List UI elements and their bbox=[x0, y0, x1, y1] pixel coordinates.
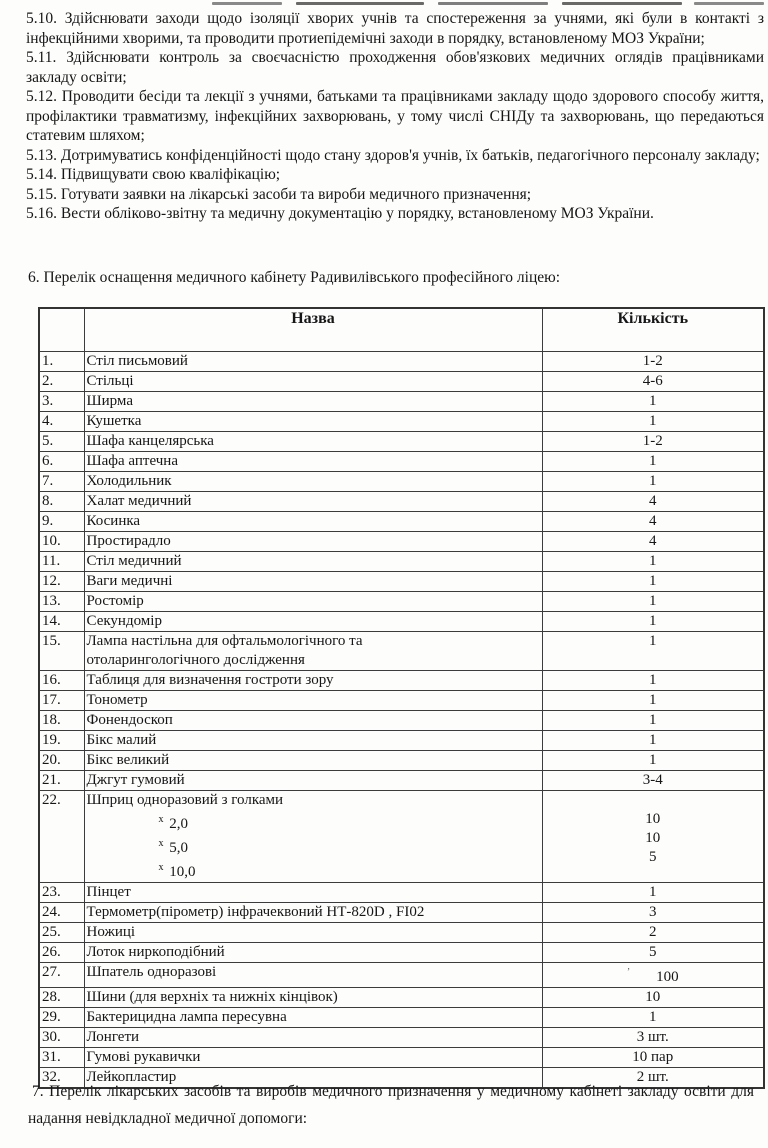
row-number: 11. bbox=[39, 552, 84, 572]
paragraph-5-13: 5.13. Дотримуватись конфіденційності щодо стану здоров'я учнів, їх батьків, педагогічного персоналу закладу; bbox=[26, 146, 760, 164]
item-quantity: 1 bbox=[542, 1008, 764, 1028]
table-row bbox=[39, 1048, 764, 1068]
item-name: Бікс великий bbox=[84, 751, 542, 771]
item-name: Ножиці bbox=[84, 923, 542, 943]
header-number-cell bbox=[39, 308, 84, 352]
duties-paragraph-block bbox=[26, 9, 764, 224]
scan-artifact-line bbox=[694, 2, 764, 5]
item-quantity: 1 bbox=[542, 552, 764, 572]
table-row bbox=[39, 412, 764, 432]
scan-artifact-mark: ’ bbox=[626, 967, 631, 978]
table-row bbox=[39, 1008, 764, 1028]
table-row bbox=[39, 903, 764, 923]
row-number: 32. bbox=[39, 1068, 84, 1089]
item-quantity: 1 bbox=[542, 751, 764, 771]
row-number: 23. bbox=[39, 883, 84, 903]
paragraph-5-11: 5.11. Здійснювати контроль за своєчасністю проходження обов'язкових медичних оглядів працівниками закладу освіти; bbox=[26, 49, 764, 86]
item-quantity: 2 шт. bbox=[542, 1068, 764, 1089]
item-name: Кушетка bbox=[84, 412, 542, 432]
item-quantity: 5 bbox=[542, 943, 764, 963]
table-row bbox=[39, 452, 764, 472]
row-number: 5. bbox=[39, 432, 84, 452]
table-row bbox=[39, 612, 764, 632]
table-row bbox=[39, 751, 764, 771]
item-name: Секундомір bbox=[84, 612, 542, 632]
item-quantity: ’ 100 bbox=[542, 963, 764, 988]
table-row bbox=[39, 432, 764, 452]
item-name: Фонендоскоп bbox=[84, 711, 542, 731]
row-number: 14. bbox=[39, 612, 84, 632]
table-row bbox=[39, 691, 764, 711]
item-name: Холодильник bbox=[84, 472, 542, 492]
item-quantity: 2 bbox=[542, 923, 764, 943]
table-row bbox=[39, 671, 764, 691]
item-quantity: 1 bbox=[542, 392, 764, 412]
scan-artifact-line bbox=[296, 2, 424, 5]
item-name: Шпатель одноразові bbox=[84, 963, 542, 988]
item-name: Таблиця для визначення гостроти зору bbox=[84, 671, 542, 691]
item-name: Гумові рукавички bbox=[84, 1048, 542, 1068]
row-number: 30. bbox=[39, 1028, 84, 1048]
row-number: 9. bbox=[39, 512, 84, 532]
row-number: 13. bbox=[39, 592, 84, 612]
item-quantity: 1-2 bbox=[542, 352, 764, 372]
row-number: 12. bbox=[39, 572, 84, 592]
row-number: 7. bbox=[39, 472, 84, 492]
item-quantity: 1 bbox=[542, 612, 764, 632]
table-header-row bbox=[39, 308, 764, 352]
table-row bbox=[39, 883, 764, 903]
row-number: 24. bbox=[39, 903, 84, 923]
row-number: 2. bbox=[39, 372, 84, 392]
item-quantity: 10 10 5 bbox=[542, 791, 764, 883]
item-name: Стільці bbox=[84, 372, 542, 392]
item-quantity: 1 bbox=[542, 472, 764, 492]
item-quantity: 1 bbox=[542, 572, 764, 592]
item-name: Ростомір bbox=[84, 592, 542, 612]
paragraph-5-15: 5.15. Готувати заявки на лікарські засоби та вироби медичного призначення; bbox=[26, 185, 532, 203]
item-name: Лоток ниркоподібний bbox=[84, 943, 542, 963]
table-row bbox=[39, 988, 764, 1008]
item-name: Лампа настільна для офтальмологічного та отоларингологічного дослідження bbox=[84, 632, 542, 671]
paragraph-5-14: 5.14. Підвищувати свою кваліфікацію; bbox=[26, 166, 281, 183]
item-quantity: 1 bbox=[542, 671, 764, 691]
item-quantity: 10 пар bbox=[542, 1048, 764, 1068]
item-name: Халат медичний bbox=[84, 492, 542, 512]
item-quantity: 1 bbox=[542, 883, 764, 903]
item-name: Джгут гумовий bbox=[84, 771, 542, 791]
scan-artifact-line bbox=[212, 2, 282, 5]
row-number: 28. bbox=[39, 988, 84, 1008]
item-quantity: 1 bbox=[542, 452, 764, 472]
item-name: Ширма bbox=[84, 392, 542, 412]
row-number: 16. bbox=[39, 671, 84, 691]
item-name: Бактерицидна лампа пересувна bbox=[84, 1008, 542, 1028]
table-row bbox=[39, 352, 764, 372]
item-quantity: 1-2 bbox=[542, 432, 764, 452]
table-row bbox=[39, 923, 764, 943]
row-number: 31. bbox=[39, 1048, 84, 1068]
item-name: Стіл письмовий bbox=[84, 352, 542, 372]
item-quantity: 1 bbox=[542, 691, 764, 711]
row-number: 29. bbox=[39, 1008, 84, 1028]
row-number: 3. bbox=[39, 392, 84, 412]
table-row bbox=[39, 572, 764, 592]
item-quantity: 1 bbox=[542, 731, 764, 751]
item-quantity: 1 bbox=[542, 711, 764, 731]
row-number: 10. bbox=[39, 532, 84, 552]
item-subvariant: $^x$ 10,0 bbox=[158, 862, 196, 880]
item-quantity: 1 bbox=[542, 632, 764, 671]
item-name: Бікс малий bbox=[84, 731, 542, 751]
row-number: 27. bbox=[39, 963, 84, 988]
header-name: Назва bbox=[84, 308, 542, 352]
item-quantity: 10 bbox=[542, 988, 764, 1008]
row-number: 26. bbox=[39, 943, 84, 963]
item-quantity: 4 bbox=[542, 512, 764, 532]
item-name: Тонометр bbox=[84, 691, 542, 711]
table-row bbox=[39, 552, 764, 572]
table-row bbox=[39, 492, 764, 512]
table-row bbox=[39, 532, 764, 552]
item-quantity: 3-4 bbox=[542, 771, 764, 791]
row-number: 17. bbox=[39, 691, 84, 711]
item-quantity: 1 bbox=[542, 412, 764, 432]
item-quantity: 3 bbox=[542, 903, 764, 923]
row-number: 6. bbox=[39, 452, 84, 472]
item-name: Ваги медичні bbox=[84, 572, 542, 592]
row-number: 15. bbox=[39, 632, 84, 671]
equipment-table bbox=[38, 307, 765, 1089]
item-name: Стіл медичний bbox=[84, 552, 542, 572]
table-row bbox=[39, 963, 764, 988]
item-name: Косинка bbox=[84, 512, 542, 532]
row-number: 25. bbox=[39, 923, 84, 943]
header-quantity: Кількість bbox=[542, 308, 764, 352]
item-subvariant: $^x$ 2,0 bbox=[158, 814, 188, 832]
item-name: Лейкопластир bbox=[84, 1068, 542, 1089]
table-row bbox=[39, 731, 764, 751]
item-name: Шафа канцелярська bbox=[84, 432, 542, 452]
table-row bbox=[39, 943, 764, 963]
item-subvariant: $^x$ 5,0 bbox=[158, 838, 188, 856]
scan-artifact-line bbox=[562, 2, 682, 5]
item-quantity: 4 bbox=[542, 492, 764, 512]
row-number: 20. bbox=[39, 751, 84, 771]
item-name: Шафа аптечна bbox=[84, 452, 542, 472]
item-name: Лонгети bbox=[84, 1028, 542, 1048]
row-number: 22. bbox=[39, 791, 84, 883]
table-row bbox=[39, 632, 764, 671]
item-quantity: 1 bbox=[542, 592, 764, 612]
table-row bbox=[39, 592, 764, 612]
item-quantity: 3 шт. bbox=[542, 1028, 764, 1048]
table-row bbox=[39, 1028, 764, 1048]
item-quantity: 4 bbox=[542, 532, 764, 552]
table-row bbox=[39, 512, 764, 532]
item-name: Простирадло bbox=[84, 532, 542, 552]
table-row bbox=[39, 392, 764, 412]
item-name: Шприц одноразовий з голками $^x$ 2,0 $^x$ 5,0 $^x$ 10,0 bbox=[84, 791, 542, 883]
item-name: Пінцет bbox=[84, 883, 542, 903]
scan-artifact-line bbox=[438, 2, 548, 5]
paragraph-5-12: 5.12. Проводити бесіди та лекції з учнями, батьками та працівниками закладу щодо здорового способу життя, профілактики травматизму, інфекційних захворювань, у тому числі СНІДу та захворювань, що передаються статевим шляхом; bbox=[26, 88, 764, 144]
item-name: Термометр(пірометр) інфрачеквоний НТ-820D , FI02 bbox=[84, 903, 542, 923]
section-6-heading: 6. Перелік оснащення медичного кабінету Радивилівського професійного ліцею: bbox=[28, 269, 561, 286]
table-row bbox=[39, 791, 764, 883]
row-number: 18. bbox=[39, 711, 84, 731]
row-number: 4. bbox=[39, 412, 84, 432]
item-name: Шини (для верхніх та нижніх кінцівок) bbox=[84, 988, 542, 1008]
table-row bbox=[39, 771, 764, 791]
row-number: 8. bbox=[39, 492, 84, 512]
paragraph-5-16: 5.16. Вести обліково-звітну та медичну документацію у порядку, встановленому МОЗ України. bbox=[26, 205, 654, 222]
section-7-heading: 7. Перелік лікарських засобів та виробів медичного призначення у медичному кабінеті закладу освіти для надання невідкладної медичної допомоги: bbox=[28, 1083, 754, 1127]
table-row bbox=[39, 472, 764, 492]
row-number: 1. bbox=[39, 352, 84, 372]
table-row bbox=[39, 711, 764, 731]
row-number: 21. bbox=[39, 771, 84, 791]
paragraph-5-10: 5.10. Здійснювати заходи щодо ізоляції хворих учнів та спостереження за учнями, які були в контакті з інфекційними хворими, та проводити протиепідемічні заходи в порядку, встановленому МОЗ України; bbox=[26, 10, 764, 47]
row-number: 19. bbox=[39, 731, 84, 751]
item-quantity: 4-6 bbox=[542, 372, 764, 392]
table-row bbox=[39, 372, 764, 392]
equipment-table-body bbox=[39, 352, 764, 1089]
